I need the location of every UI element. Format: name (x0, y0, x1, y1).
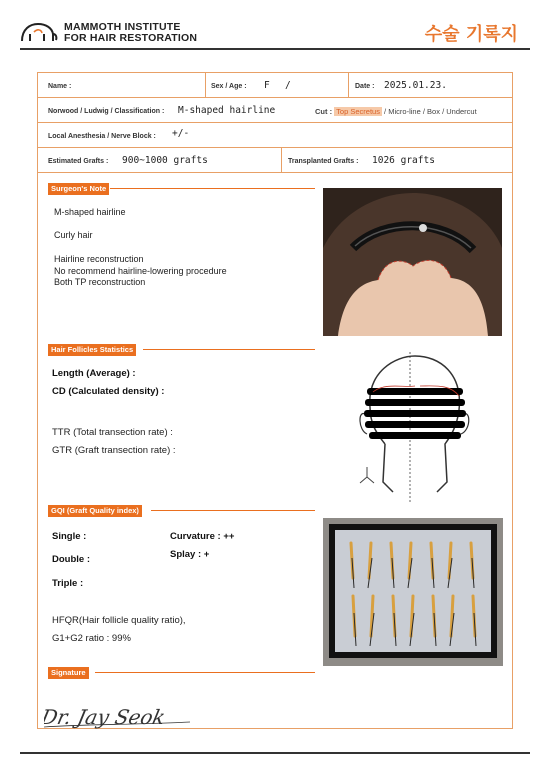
estimated-grafts-value[interactable]: 900~1000 grafts (122, 155, 208, 166)
logo-line2: FOR HAIR RESTORATION (64, 32, 198, 44)
sex-value[interactable]: F (264, 80, 270, 91)
cut-separator: / (442, 107, 445, 116)
estimated-grafts-label: Estimated Grafts : (48, 158, 109, 165)
hfqr-label: HFQR(Hair follicle quality ratio), (52, 615, 186, 626)
graft-photo (323, 518, 503, 666)
signature-heading: Signature (48, 667, 89, 679)
cut-option-micro-line[interactable]: Micro-line (388, 107, 421, 116)
row-grafts (38, 148, 512, 173)
head-diagram (355, 352, 475, 502)
double-label: Double : (52, 554, 90, 565)
signature-text: Dr. Jay Seok (44, 705, 168, 729)
divider (205, 73, 206, 98)
cut-label: Cut : (315, 107, 333, 116)
anesthesia-value[interactable]: +/- (172, 128, 190, 139)
header-divider (20, 48, 530, 50)
hairline-photo (323, 188, 502, 336)
splay-label: Splay : + (170, 549, 210, 560)
gtr-label: GTR (Graft transection rate) : (52, 445, 176, 456)
section-rule (95, 672, 315, 673)
anesthesia-label: Local Anesthesia / Nerve Block : (48, 133, 156, 140)
section-rule (151, 510, 315, 511)
logo (20, 20, 200, 44)
length-label: Length (Average) : (52, 368, 136, 379)
follicles-heading: Hair Follicles Statistics (48, 344, 136, 356)
signature-image (44, 696, 194, 736)
date-value[interactable]: 2025.01.23. (384, 80, 447, 91)
cut-separator: / (422, 107, 425, 116)
classification-value[interactable]: M-shaped hairline (178, 105, 276, 116)
sex-age-separator: / (285, 80, 291, 91)
section-rule (143, 349, 315, 350)
section-rule (110, 188, 315, 189)
single-label: Single : (52, 531, 87, 542)
name-label: Name : (48, 83, 72, 90)
cut-option-top-secretus[interactable]: Top Secretus (336, 107, 380, 116)
date-label: Date : (355, 83, 375, 90)
note-line: M-shaped hairline (54, 207, 126, 217)
cut-option-undercut[interactable]: Undercut (446, 107, 477, 116)
cut-options (315, 107, 477, 116)
g1g2-ratio: G1+G2 ratio : 99% (52, 633, 131, 644)
mammoth-logo-icon (20, 21, 60, 43)
note-line: Hairline reconstruction (54, 254, 144, 264)
ttr-label: TTR (Total transection rate) : (52, 427, 173, 438)
note-line: Both TP reconstruction (54, 277, 146, 287)
gqi-heading: GQI (Graft Quality index) (48, 505, 142, 517)
divider (281, 148, 282, 173)
transplanted-grafts-value[interactable]: 1026 grafts (372, 155, 435, 166)
logo-line1: MAMMOTH INSTITUTE (64, 21, 181, 33)
page-title: 수술 기록지 (424, 24, 518, 45)
footer-divider (20, 752, 530, 754)
classification-label: Norwood / Ludwig / Classification : (48, 108, 165, 115)
curvature-label: Curvature : ++ (170, 531, 235, 542)
cut-separator: / (384, 107, 387, 116)
surgeons-note-heading: Surgeon's Note (48, 183, 109, 195)
note-line: Curly hair (54, 230, 93, 240)
transplanted-grafts-label: Transplanted Grafts : (288, 158, 359, 165)
triple-label: Triple : (52, 578, 84, 589)
note-line: No recommend hairline-lowering procedure (54, 266, 227, 276)
sex-age-label: Sex / Age : (211, 83, 247, 90)
cut-option-box[interactable]: Box (427, 107, 440, 116)
cd-label: CD (Calculated density) : (52, 386, 165, 397)
divider (348, 73, 349, 98)
